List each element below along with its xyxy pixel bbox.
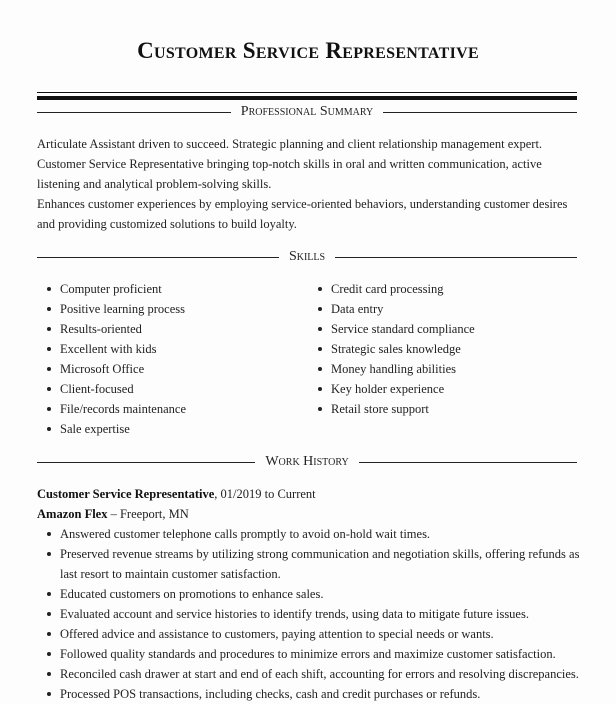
resume-title: Customer Service Representative bbox=[137, 38, 479, 63]
skills-column-left bbox=[47, 279, 318, 439]
list-item: Client-focused bbox=[47, 379, 318, 399]
section-heading-summary bbox=[37, 104, 577, 120]
list-item: Positive learning process bbox=[47, 299, 318, 319]
skills-column-right bbox=[318, 279, 475, 439]
summary-paragraph: Articulate Assistant driven to succeed. Strategic planning and client relationship management expert. bbox=[37, 137, 543, 151]
list-item: Microsoft Office bbox=[47, 359, 318, 379]
divider bbox=[37, 462, 255, 463]
list-item: Offered advice and assistance to customers, paying attention to special needs or wants. bbox=[37, 624, 582, 644]
list-item: Followed quality standards and procedures to minimize errors and maximize customer satisfaction. bbox=[37, 644, 582, 664]
job-location: – Freeport, MN bbox=[107, 507, 189, 521]
job-company-line bbox=[37, 504, 582, 524]
list-item: Data entry bbox=[318, 299, 475, 319]
job-title: Customer Service Representative bbox=[37, 487, 215, 501]
list-item: Service standard compliance bbox=[318, 319, 475, 339]
title-divider-thick bbox=[37, 96, 577, 100]
section-label: Professional Summary bbox=[240, 104, 374, 119]
summary-paragraph: Enhances customer experiences by employing service-oriented behaviors, understanding customer desires and providing customized solutions to build loyalty. bbox=[37, 197, 568, 231]
list-item: Credit card processing bbox=[318, 279, 475, 299]
job-dates: , 01/2019 to Current bbox=[214, 487, 316, 501]
job-bullets bbox=[37, 524, 582, 704]
job-company: Amazon Flex bbox=[37, 507, 108, 521]
list-item: Preserved revenue streams by utilizing strong communication and negotiation skills, offering refunds as last resort to maintain customer satisfaction. bbox=[37, 544, 582, 584]
divider bbox=[37, 112, 231, 113]
title-divider-thin bbox=[37, 92, 577, 93]
list-item: Retail store support bbox=[318, 399, 475, 419]
divider bbox=[37, 257, 279, 258]
list-item: Excellent with kids bbox=[47, 339, 318, 359]
list-item: Educated customers on promotions to enhance sales. bbox=[37, 584, 582, 604]
divider bbox=[359, 462, 577, 463]
list-item: Sale expertise bbox=[47, 419, 318, 439]
list-item: Results-oriented bbox=[47, 319, 318, 339]
list-item: Strategic sales knowledge bbox=[318, 339, 475, 359]
divider bbox=[335, 257, 577, 258]
section-label: Skills bbox=[288, 249, 326, 264]
job-title-line bbox=[37, 484, 582, 504]
list-item: Key holder experience bbox=[318, 379, 475, 399]
divider bbox=[383, 112, 577, 113]
list-item: Evaluated account and service histories to identify trends, using data to mitigate future issues. bbox=[37, 604, 582, 624]
list-item: Money handling abilities bbox=[318, 359, 475, 379]
list-item: Computer proficient bbox=[47, 279, 318, 299]
list-item: File/records maintenance bbox=[47, 399, 318, 419]
list-item: Answered customer telephone calls promptly to avoid on-hold wait times. bbox=[37, 524, 582, 544]
section-heading-skills bbox=[37, 249, 577, 265]
list-item: Reconciled cash drawer at start and end of each shift, accounting for errors and resolving discrepancies. bbox=[37, 664, 582, 684]
skills-list bbox=[47, 279, 587, 439]
section-label: Work History bbox=[265, 454, 349, 469]
list-item: Processed POS transactions, including checks, cash and credit purchases or refunds. bbox=[37, 684, 582, 704]
summary-text bbox=[37, 134, 582, 234]
job-entry bbox=[37, 484, 582, 704]
summary-paragraph: Customer Service Representative bringing top-notch skills in oral and written communication, active listening and analytical problem-solving skills. bbox=[37, 157, 542, 191]
section-heading-work-history bbox=[37, 454, 577, 470]
